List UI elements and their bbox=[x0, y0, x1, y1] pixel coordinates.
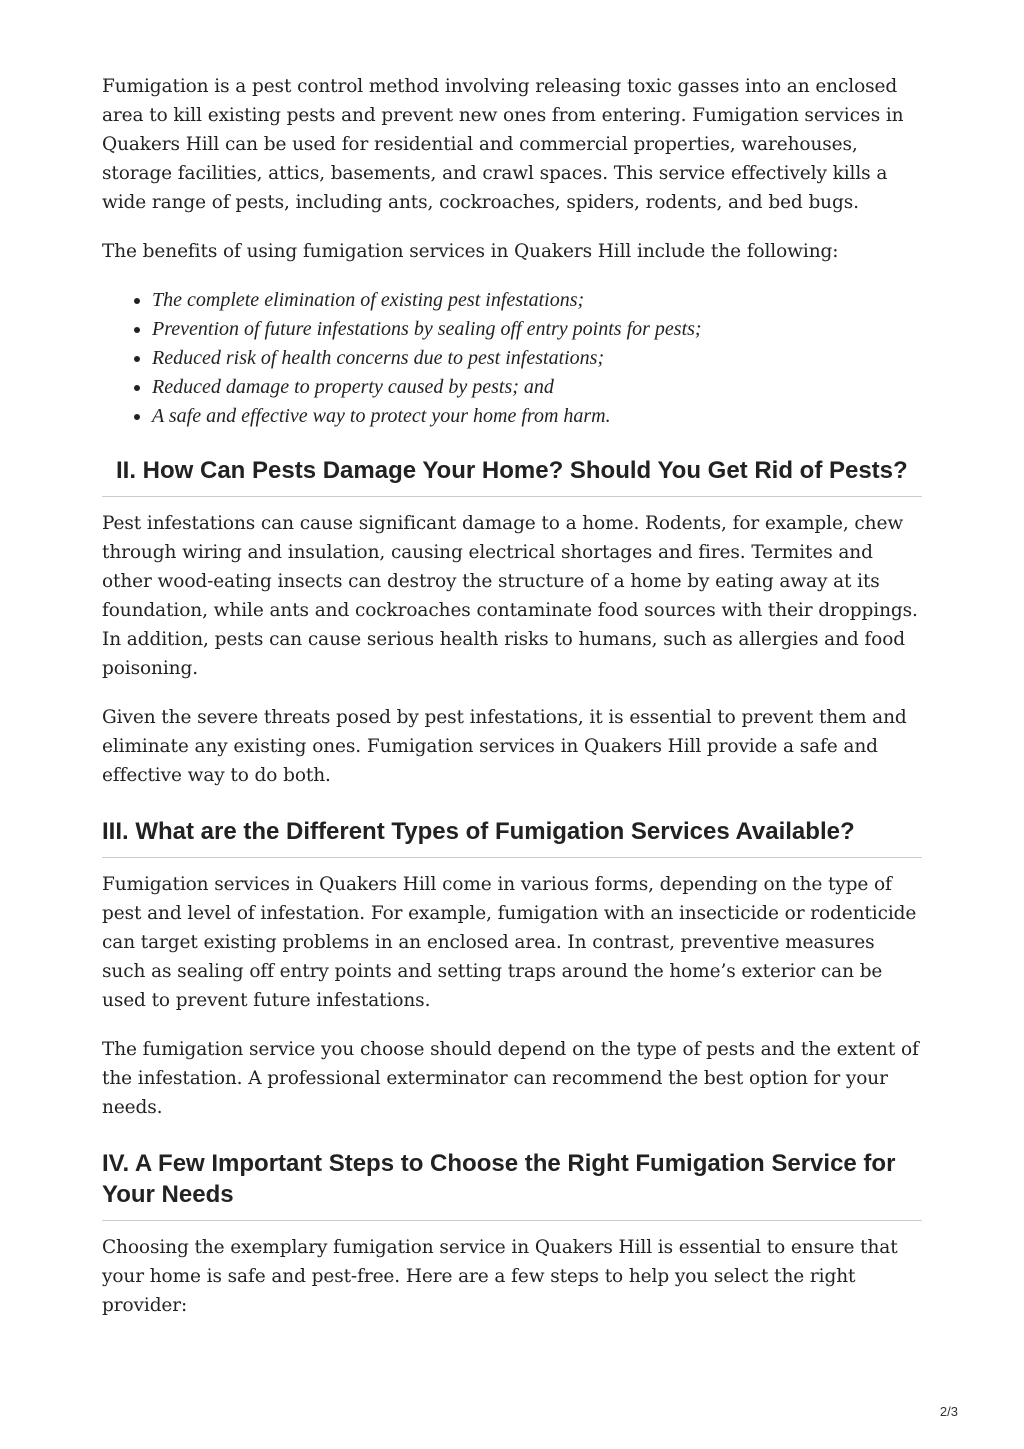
list-item: • Reduced risk of health concerns due to pest infestations; bbox=[152, 344, 922, 373]
list-item: • Reduced damage to property caused by pests; and bbox=[152, 373, 922, 402]
section-4-paragraph: Choosing the exemplary fumigation service in Quakers Hill is essential to ensure that your home is safe and pest-free. Here are a few steps to help you select the right provider: bbox=[102, 1237, 898, 1316]
section-2-paragraph: Pest infestations can cause significant damage to a home. Rodents, for example, chew through wiring and insulation, causing electrical shortages and fires. Termites and other wood-eating insects can destroy the structure of a home by eating away at its foundation, while ants and cockroaches contaminate food sources with their droppings. In addition, pests can cause serious health risks to humans, such as allergies and food poisoning. bbox=[102, 513, 918, 679]
intro-paragraph: Fumigation is a pest control method involving releasing toxic gasses into an enclosed area to kill existing pests and prevent new ones from entering. Fumigation services in Quakers Hill can be used for residential and commercial properties, warehouses, storage facilities, attics, basements, and crawl spaces. This service effectively kills a wide range of pests, including ants, cockroaches, spiders, rodents, and bed bugs. bbox=[102, 76, 904, 213]
document-page bbox=[102, 72, 922, 1340]
section-3-paragraph: The fumigation service you choose should depend on the type of pests and the extent of the infestation. A professional exterminator can recommend the best option for your needs. bbox=[102, 1039, 919, 1118]
page-number: 2/3 bbox=[939, 1404, 958, 1419]
section-heading-3: III. What are the Different Types of Fumigation Services Available? bbox=[102, 816, 922, 858]
list-item: • Prevention of future infestations by sealing off entry points for pests; bbox=[152, 315, 922, 344]
list-item: • The complete elimination of existing pest infestations; bbox=[152, 286, 922, 315]
benefits-intro-paragraph: The benefits of using fumigation services in Quakers Hill include the following: bbox=[102, 241, 839, 262]
section-2-paragraph: Given the severe threats posed by pest infestations, it is essential to prevent them and eliminate any existing ones. Fumigation services in Quakers Hill provide a safe and effective way to do both. bbox=[102, 707, 907, 786]
benefits-list bbox=[102, 286, 922, 431]
section-3-paragraph: Fumigation services in Quakers Hill come in various forms, depending on the type of pest and level of infestation. For example, fumigation with an insecticide or rodenticide can target existing problems in an enclosed area. In contrast, preventive measures such as sealing off entry points and setting traps around the home’s exterior can be used to prevent future infestations. bbox=[102, 874, 917, 1011]
section-heading-2: II. How Can Pests Damage Your Home? Should You Get Rid of Pests? bbox=[102, 455, 922, 497]
list-item: • A safe and effective way to protect your home from harm. bbox=[152, 402, 922, 431]
section-heading-4: IV. A Few Important Steps to Choose the Right Fumigation Service for Your Needs bbox=[102, 1148, 922, 1221]
